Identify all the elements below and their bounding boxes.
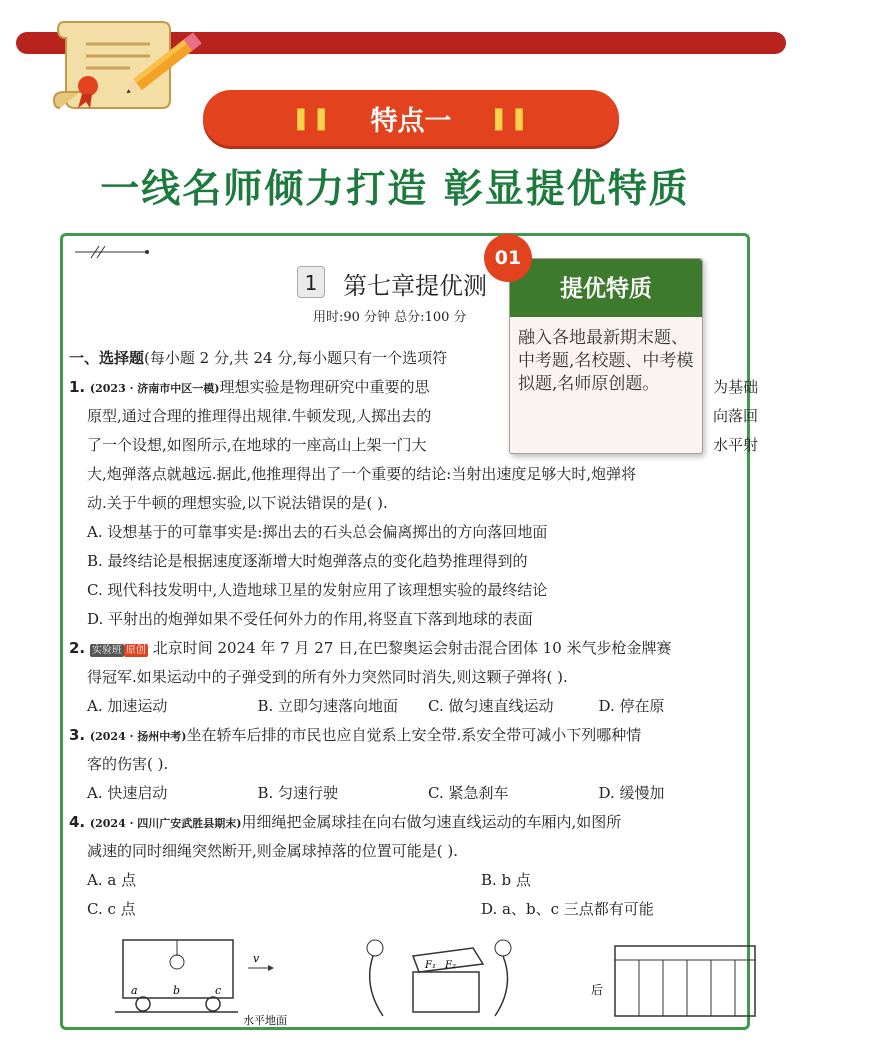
q4-options-2: C. c 点 D. a、b、c 三点都有可能 — [87, 900, 654, 918]
feature-badge — [203, 90, 619, 146]
section-heading: 一、选择题(每小题 2 分,共 24 分,每小题只有一个选项符 — [69, 349, 448, 367]
q3-options: A. 快速启动 B. 匀速行驶 C. 紧急刹车 D. 缓慢加 — [87, 784, 665, 802]
q1-option-b: B. 最终结论是根据速度逐渐增大时炮弹落点的变化趋势推理得到的 — [87, 552, 528, 570]
q1-option-c: C. 现代科技发明中,人造地球卫星的发射应用了该理想实验的最终结论 — [87, 581, 548, 599]
label-f2: F₂ — [445, 960, 456, 971]
q1-line-4: 大,炮弹落点就越远.据此,他推理得出了一个重要的结论:当射出速度足够大时,炮弹将 — [87, 465, 637, 483]
label-b: b — [173, 984, 181, 997]
q1-line-5: 动.关于牛顿的理想实验,以下说法错误的是( ). — [87, 494, 388, 512]
question-figures — [63, 926, 753, 1036]
corner-decoration-icon — [75, 242, 155, 262]
q3-line-2: 客的伤害( ). — [87, 755, 169, 773]
table-push-figure — [367, 940, 511, 1016]
badge-marks-left: ❚❚ — [291, 105, 333, 131]
badge-label: 特点一 — [370, 105, 452, 137]
q1-option-a: A. 设想基于的可靠事实是:掷出去的石头总会偏离掷出的方向落回地面 — [87, 523, 548, 541]
q2-options: A. 加速运动 B. 立即匀速落向地面 C. 做匀速直线运动 D. 停在原 — [87, 697, 665, 715]
callout-number: 01 — [484, 234, 532, 282]
label-a: a — [131, 984, 138, 997]
document-title: 第七章提优测 — [343, 272, 487, 300]
label-back: 后 — [591, 983, 604, 997]
callout-text: 融入各地最新期末题、中考题,名校题、中考模拟题,名师原创题。 — [518, 328, 694, 394]
tag-shiyanban: 实验班 — [91, 645, 122, 656]
chapter-number: 1 — [297, 266, 325, 298]
bus-figure — [591, 946, 755, 1016]
certificate-pencil-icon — [50, 8, 210, 116]
q4-line-2: 减速的同时细绳突然断开,则金属球掉落的位置可能是( ). — [87, 842, 459, 860]
q3-line-1: 3. (2024 · 扬州中考)坐在轿车后排的市民也应自觉系上安全带.系安全带可减小下列哪种情 — [69, 726, 642, 744]
q1-line-1: 1. (2023 · 济南市中区一模)理想实验是物理研究中重要的思 为基础 — [69, 378, 759, 396]
document-subtitle: 用时:90 分钟 总分:100 分 — [313, 310, 467, 325]
label-v: v — [253, 952, 260, 965]
q1-line-3: 了一个设想,如图所示,在地球的一座高山上架一门大 水平射 — [87, 436, 759, 454]
q2-line-2: 得冠军.如果运动中的子弹受到的所有外力突然同时消失,则这颗子弹将( ). — [87, 668, 568, 686]
q2-line-1: 2. 实验班 原创 北京时间 2024 年 7 月 27 日,在巴黎奥运会射击混合团体 10 米气步枪金牌赛 — [69, 639, 672, 657]
tag-yuanchuang: 原创 — [125, 645, 146, 656]
badge-marks-right: ❚❚ — [489, 105, 531, 131]
q4-line-1: 4. (2024 · 四川广安武胜县期末)用细绳把金属球挂在向右做匀速直线运动的车厢内,如图所 — [69, 813, 622, 831]
label-f1: F₁ — [425, 960, 436, 971]
q1-line-2: 原型,通过合理的推理得出规律.牛顿发现,人掷出去的 向落回 — [87, 407, 759, 425]
train-car-figure — [115, 940, 287, 1027]
label-ground: 水平地面 — [243, 1014, 287, 1027]
q1-option-d: D. 平射出的炮弹如果不受任何外力的作用,将竖直下落到地球的表面 — [87, 610, 533, 628]
label-c: c — [215, 984, 222, 997]
feature-callout — [509, 258, 703, 454]
q4-options-1: A. a 点 B. b 点 — [87, 871, 531, 889]
headline: 一线名师倾力打造 彰显提优特质 — [100, 167, 690, 212]
callout-title: 提优特质 — [510, 259, 702, 317]
